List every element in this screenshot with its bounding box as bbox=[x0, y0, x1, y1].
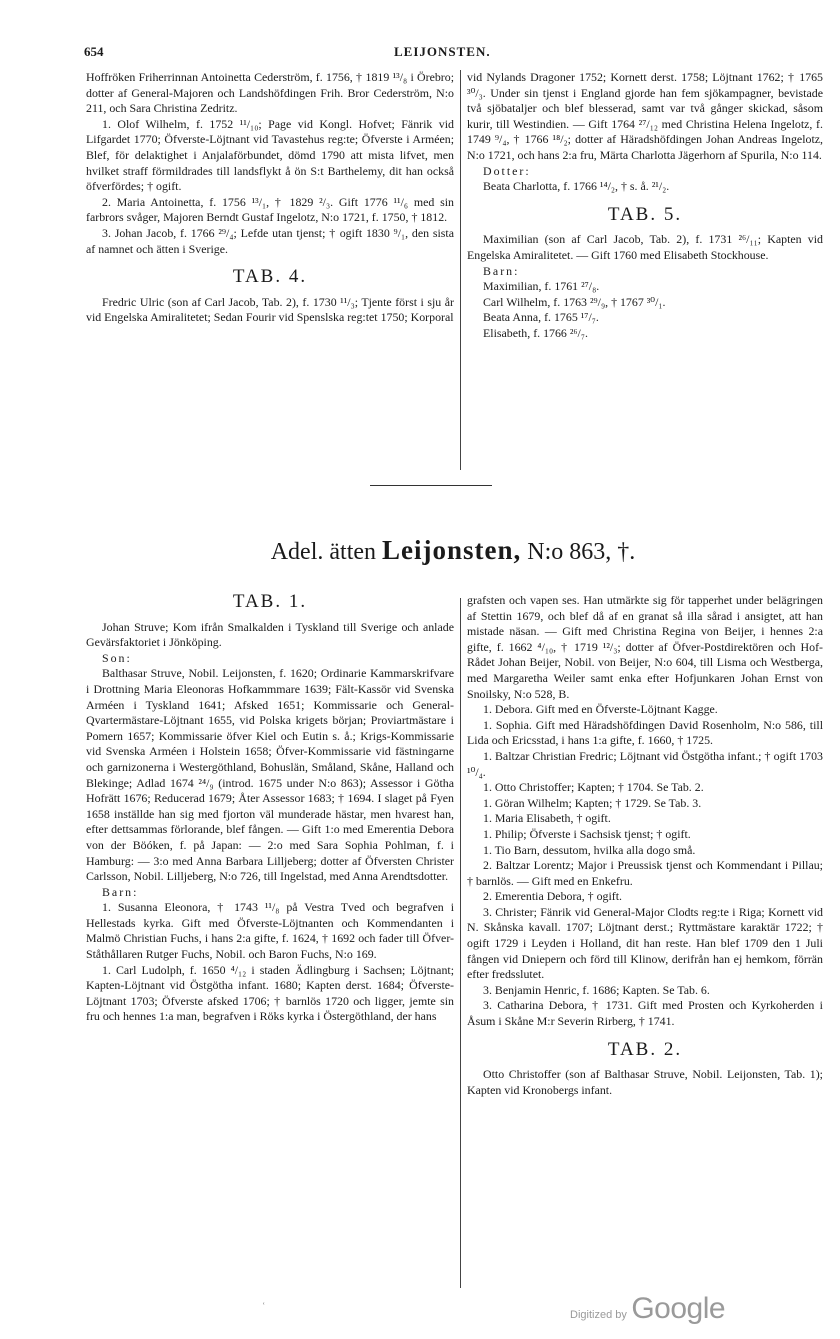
list-item: 1. Philip; Öfverste i Sachsisk tjenst; † ogift. bbox=[483, 826, 691, 841]
digitized-watermark bbox=[570, 1292, 810, 1326]
list-item: 1. Maria Elisabeth, † ogift. bbox=[483, 811, 611, 826]
paragraph: Balthasar Struve, Nobil. Leijonsten, f. 1620; Ordinarie Kammarskrifvare i Drottning Maria Eleonoras Hofkammmare 1639; Fält-Kassör vid Svenska Arméen i Tyskland 1641; Afsked 1651; Kommissarie och General-Qvartermästare-Löjtnant 1655, vid Polska krigets början; Proviartmästare i Pomern 1657; Kommissarie öfver Kiel och Eutin s. å.; Krigs-Kommissarie vid Svenska Arméen i Holstein 1658; Öfver-Kommissarie vid fästningarne och garnizonerna i Westergöthland, Bohuslän, Småland, Skåne, Halland och Blekinge; Adlad 1674 ²⁴/₉ (introd. 1675 under N:o 863); Assessor i Götha Hofrätt 1676; Reducerad 1679; Åter Assessor 1683; † 1694. I slaget på Fyen 1658 inställde han sig med fjorton väl munderade hästar, men hvarest han, efter dettsammas förlorande, blef fången. — Gift 1:o med Emerentia Debora von der Böóken, f. på Japan: — 2:o med Sara Sophia Pohlman, f. i Hamburg: — 3:o med Anna Barbara Lilljeberg; dotter af Öfversten Christer Carlsson, Nobil. Lilljeberg, N:o 726, till Ingelstad, med Anna Arendtsdotter. bbox=[86, 666, 454, 884]
family-heading bbox=[84, 535, 822, 566]
list-item: 1. Tio Barn, dessutom, hvilka alla dogo små. bbox=[483, 842, 696, 857]
paragraph: Fredric Ulric (son af Carl Jacob, Tab. 2), f. 1730 ¹¹/₃; Tjente först i sju år vid Engelska Amiralitetet; Sedan Fourir vid Spenslska reg:tet 1750; Korporal bbox=[86, 294, 454, 325]
top-left-column bbox=[86, 70, 454, 326]
google-logo: Google bbox=[631, 1292, 726, 1325]
bottom-left-column bbox=[86, 591, 454, 1025]
family-name: Leijonsten, bbox=[382, 535, 522, 565]
list-item: 3. Benjamin Henric, f. 1686; Kapten. Se Tab. 6. bbox=[483, 982, 710, 997]
section-label: Dotter: bbox=[483, 163, 531, 178]
list-item: 2. Emerentia Debora, † ogift. bbox=[483, 889, 623, 904]
column-divider bbox=[460, 70, 461, 470]
top-right-column bbox=[467, 70, 823, 342]
child-entry: Carl Wilhelm, f. 1763 ²⁹/₉, † 1767 ³⁰/₁. bbox=[483, 294, 666, 309]
section-label: Barn: bbox=[102, 884, 139, 899]
section-label: Barn: bbox=[483, 263, 520, 278]
family-number: N:o 863, †. bbox=[527, 539, 636, 565]
section-label: Son: bbox=[102, 650, 132, 665]
paragraph: 1. Susanna Eleonora, † 1743 ¹¹/₈ på Vestra Tved och begrafven i Hellestads kyrka. Gift med Öfverste-Löjtnanten och Kommendanten i Malmö Christian Fuchs, i hans 2:a gifte, f. 1624, † 1692 och fader till Öfver-Ståthållaren Rutger Fuchs, Nobil. och Baron Fuchs, N:o 169. bbox=[86, 900, 454, 962]
paragraph: 2. Maria Antoinetta, f. 1756 ¹³/₁, † 1829 ²/₃. Gift 1776 ¹¹/₆ med sin farbrors svåger, Majoren Berndt Gustaf Ingelotz, N:o 1721, f. 1750, † 1812. bbox=[86, 194, 454, 225]
list-item: 1. Debora. Gift med en Öfverste-Löjtnant Kagge. bbox=[483, 702, 718, 717]
page-number: 654 bbox=[84, 44, 104, 59]
family-prefix: Adel. ätten bbox=[270, 539, 377, 565]
running-title: LEIJONSTEN. bbox=[394, 44, 491, 59]
section-separator bbox=[370, 485, 492, 486]
paragraph: Johan Struve; Kom ifrån Smalkalden i Tyskland till Sverige och anlade Gevärsfaktoriet i Jönköping. bbox=[86, 619, 454, 650]
paragraph: 1. Olof Wilhelm, f. 1752 ¹¹/₁₀; Page vid Kongl. Hofvet; Fänrik vid Lifgardet 1770; Öfverste-Löjtnant vid Tavastehus reg:te; Öfverste i Arméen; Blef, för delaktighet i Anjalaförbundet, dömd 1790 att mista lifvet, men hvilket straff förmildrades till landsflykt å ön S:t Barthelemy, dit han också öfverfördes; † ogift. bbox=[86, 116, 454, 194]
list-item: 1. Baltzar Christian Fredric; Löjtnant vid Östgötha infant.; † ogift 1703 ¹⁰/₄. bbox=[467, 748, 823, 779]
list-item: 3. Christer; Fänrik vid General-Major Clodts reg:te i Riga; Kornett vid N. Skånska kavall. 1707; Löjtnant derst.; Ryttmästare karaktär 1722; † ogift 1729 i Leyden i Holland, dit han reste. Han blef 1709 den 1 Juli fången vid Dniepern och förd till Klinow, derifrån han ej hemkom, förrän efter fredsslutet. bbox=[467, 904, 823, 982]
column-divider bbox=[460, 598, 461, 1288]
child-entry: Beata Charlotta, f. 1766 ¹⁴/₂, † s. å. ²¹/₂. bbox=[483, 179, 670, 194]
child-entry: Elisabeth, f. 1766 ²⁶/₇. bbox=[483, 325, 588, 340]
tab-heading: TAB. 2. bbox=[607, 1038, 683, 1060]
paragraph: Otto Christoffer (son af Balthasar Struve, Nobil. Leijonsten, Tab. 1); Kapten vid Kronobergs infant. bbox=[467, 1067, 823, 1097]
list-item: 1. Sophia. Gift med Häradshöfdingen David Rosenholm, N:o 586, till Lida och Ericsstad, i hans 1:a gifte, f. 1660, † 1725. bbox=[467, 717, 823, 748]
list-item: 1. Otto Christoffer; Kapten; † 1704. Se Tab. 2. bbox=[483, 780, 704, 795]
bottom-right-column bbox=[467, 593, 823, 1098]
paragraph: grafsten och vapen ses. Han utmärkte sig för tapperhet under belägringen af Stettin 1679, och blef då af en granat så illa sårad i ansigtet, att han mistade näsan. — Gift med Christina Regina von Beijer, i hennes 2:a gifte, f. 1662 ⁴/₁₀, † 1719 ¹²/₃; dotter af Öfver-Postdirektören och Hof-Rådet Johan Beijer, Nobil. von Beijer, N:o 604, till Lisma och Westberga, med Margaretha Weiler samt enka efter Hofjunkaren Johan Ernst von Snoilsky, N:o 528, B. bbox=[467, 593, 823, 701]
paragraph: Hoffröken Friherrinnan Antoinetta Cederström, f. 1756, † 1819 ¹³/₈ i Örebro; dotter af General-Majoren och Landshöfdingen Frih. Bror Cederström, N:o 211, och Sara Christina Zedritz. bbox=[86, 70, 454, 116]
tab-heading: TAB. 1. bbox=[232, 591, 308, 612]
list-item: 3. Catharina Debora, † 1731. Gift med Prosten och Kyrkoherden i Åsum i Skåne M:r Severin Rirberg, † 1741. bbox=[467, 998, 823, 1029]
digitized-label: Digitized by bbox=[570, 1309, 627, 1321]
paragraph: 3. Johan Jacob, f. 1766 ²⁹/₄; Lefde utan tjenst; † ogift 1830 ⁹/₁, den sista af namnet och ätten i Sverige. bbox=[86, 225, 454, 256]
tab-heading: TAB. 5. bbox=[607, 203, 683, 225]
tab-heading: TAB. 4. bbox=[232, 266, 308, 288]
child-entry: Beata Anna, f. 1765 ¹⁷/₇. bbox=[483, 310, 599, 325]
stray-mark: ʿ bbox=[262, 1302, 266, 1313]
list-item: 2. Baltzar Lorentz; Major i Preussisk tjenst och Kommendant i Pillau; † barnlös. — Gift med en Enkefru. bbox=[467, 858, 823, 888]
paragraph: Maximilian (son af Carl Jacob, Tab. 2), f. 1731 ²⁶/₁₁; Kapten vid Engelska Amiralitetet. — Gift 1760 med Elisabeth Stockhouse. bbox=[467, 232, 823, 262]
paragraph: 1. Carl Ludolph, f. 1650 ⁴/₁₂ i staden Ädlingburg i Sachsen; Löjtnant; Kapten-Löjtnant vid Östgötha infant. 1680; Kapten derst. 1684; Öfverste-Löjtnant 1703; Öfverste afsked 1706; † barnlös 1720 och ligger, jemte sin fru och hennes 1:a man, begrafven i Röks kyrka i Östergöthland, der hans bbox=[86, 962, 454, 1024]
paragraph: vid Nylands Dragoner 1752; Kornett derst. 1758; Löjtnant 1762; † 1765 ³⁰/₃. Under sin tjenst i England gjorde han fem sjökampagner, bevistade två sjöbataljer och blef blesserad, samt var två gånger skickad, såsom kurir, till Westindien. — Gift 1764 ²⁷/₁₂ med Christina Helena Ingelotz, f. 1749 ⁹/₄, † 1766 ¹⁸/₂; dotter af Häradshöfdingen Johan Andreas Ingelotz, N:o 1721, och hans 2:a fru, Märta Charlotta Jägerhorn af Spurila, N:o 114. bbox=[467, 70, 823, 162]
list-item: 1. Göran Wilhelm; Kapten; † 1729. Se Tab. 3. bbox=[483, 795, 702, 810]
running-header bbox=[84, 44, 822, 64]
child-entry: Maximilian, f. 1761 ²⁷/₈. bbox=[483, 279, 600, 294]
